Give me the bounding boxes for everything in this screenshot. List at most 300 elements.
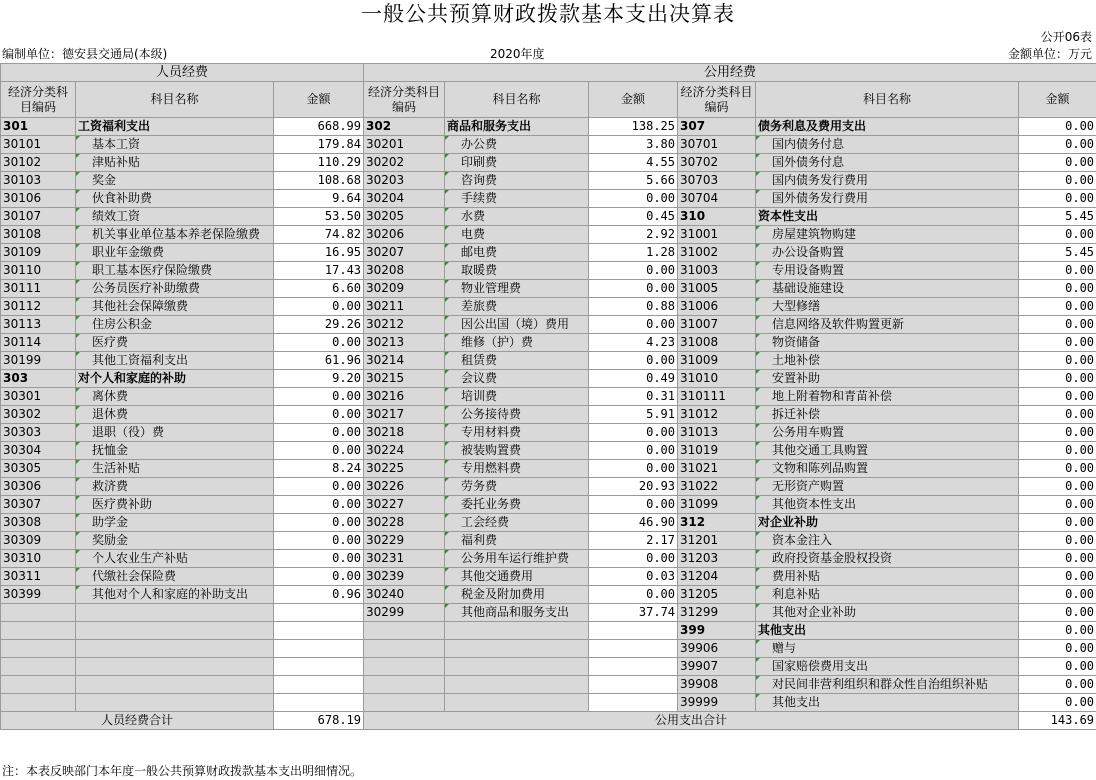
cell-code: 30227 xyxy=(364,496,445,514)
table-row xyxy=(1,406,1096,424)
cell-name: 大型修缮 xyxy=(756,298,1019,316)
personnel-total-amount: 678.19 xyxy=(274,712,364,730)
cell-name: 资本金注入 xyxy=(756,532,1019,550)
cell-amount: 0.00 xyxy=(274,334,364,352)
cell-amount: 46.90 xyxy=(589,514,678,532)
cell-name: 国外债务发行费用 xyxy=(756,190,1019,208)
cell-amount: 0.00 xyxy=(589,442,678,460)
table-row xyxy=(1,208,1096,226)
cell-amount: 0.96 xyxy=(274,586,364,604)
cell-code: 30305 xyxy=(1,460,76,478)
cell-amount: 53.50 xyxy=(274,208,364,226)
cell-code: 31021 xyxy=(678,460,756,478)
cell-code: 39908 xyxy=(678,676,756,694)
table-row xyxy=(1,514,1096,532)
cell-amount: 61.96 xyxy=(274,352,364,370)
cell-amount xyxy=(589,640,678,658)
cell-code xyxy=(364,658,445,676)
cell-name: 抚恤金 xyxy=(76,442,274,460)
cell-name: 税金及附加费用 xyxy=(445,586,589,604)
cell-amount xyxy=(589,622,678,640)
cell-amount: 20.93 xyxy=(589,478,678,496)
cell-name: 文物和陈列品购置 xyxy=(756,460,1019,478)
cell-amount: 0.00 xyxy=(1019,262,1096,280)
cell-code: 302 xyxy=(364,118,445,136)
cell-code: 30306 xyxy=(1,478,76,496)
cell-code: 30308 xyxy=(1,514,76,532)
cell-amount: 0.00 xyxy=(1019,334,1096,352)
cell-amount xyxy=(589,676,678,694)
cell-amount: 0.00 xyxy=(1019,676,1096,694)
cell-amount: 0.49 xyxy=(589,370,678,388)
cell-name xyxy=(445,694,589,712)
cell-amount: 0.00 xyxy=(274,298,364,316)
cell-name: 赠与 xyxy=(756,640,1019,658)
cell-amount: 0.00 xyxy=(1019,226,1096,244)
cell-code: 30399 xyxy=(1,586,76,604)
cell-amount: 0.00 xyxy=(1019,514,1096,532)
cell-name: 其他社会保障缴费 xyxy=(76,298,274,316)
cell-amount: 179.84 xyxy=(274,136,364,154)
cell-name: 取暖费 xyxy=(445,262,589,280)
cell-amount: 0.00 xyxy=(1019,658,1096,676)
cell-code: 30110 xyxy=(1,262,76,280)
header-name: 科目名称 xyxy=(756,82,1019,118)
cell-code xyxy=(1,658,76,676)
cell-amount: 3.80 xyxy=(589,136,678,154)
table-row xyxy=(1,532,1096,550)
cell-name: 对企业补助 xyxy=(756,514,1019,532)
cell-amount: 0.00 xyxy=(1019,316,1096,334)
cell-name: 机关事业单位基本养老保险缴费 xyxy=(76,226,274,244)
cell-code: 312 xyxy=(678,514,756,532)
section-personnel: 人员经费 xyxy=(1,64,364,82)
table-row xyxy=(1,154,1096,172)
cell-name: 其他对个人和家庭的补助支出 xyxy=(76,586,274,604)
cell-name xyxy=(445,622,589,640)
cell-amount: 29.26 xyxy=(274,316,364,334)
cell-name: 个人农业生产补贴 xyxy=(76,550,274,568)
cell-amount: 5.45 xyxy=(1019,208,1096,226)
cell-amount xyxy=(274,694,364,712)
cell-code: 30111 xyxy=(1,280,76,298)
cell-name: 对个人和家庭的补助 xyxy=(76,370,274,388)
cell-name: 差旅费 xyxy=(445,298,589,316)
table-row xyxy=(1,586,1096,604)
cell-amount: 0.00 xyxy=(1019,154,1096,172)
cell-code: 31010 xyxy=(678,370,756,388)
table-row xyxy=(1,604,1096,622)
cell-code: 30239 xyxy=(364,568,445,586)
cell-name: 商品和服务支出 xyxy=(445,118,589,136)
cell-code: 30225 xyxy=(364,460,445,478)
cell-name: 伙食补助费 xyxy=(76,190,274,208)
cell-code: 30204 xyxy=(364,190,445,208)
amount-unit: 金额单位：万元 xyxy=(1007,47,1092,61)
cell-amount: 37.74 xyxy=(589,604,678,622)
cell-name: 其他资本性支出 xyxy=(756,496,1019,514)
section-public: 公用经费 xyxy=(364,64,1096,82)
cell-name: 工资福利支出 xyxy=(76,118,274,136)
cell-code: 30309 xyxy=(1,532,76,550)
cell-code: 30113 xyxy=(1,316,76,334)
cell-amount: 74.82 xyxy=(274,226,364,244)
cell-amount: 0.00 xyxy=(274,478,364,496)
cell-amount: 0.00 xyxy=(274,442,364,460)
header-code: 经济分类科目编码 xyxy=(1,82,76,118)
cell-amount: 0.31 xyxy=(589,388,678,406)
cell-amount: 0.00 xyxy=(1019,388,1096,406)
cell-amount: 0.00 xyxy=(589,424,678,442)
cell-code: 30107 xyxy=(1,208,76,226)
header-amount: 金额 xyxy=(274,82,364,118)
table-row xyxy=(1,118,1096,136)
cell-name: 国外债务付息 xyxy=(756,154,1019,172)
cell-amount: 0.00 xyxy=(589,280,678,298)
cell-code: 31099 xyxy=(678,496,756,514)
cell-amount: 8.24 xyxy=(274,460,364,478)
cell-code: 31005 xyxy=(678,280,756,298)
header-name: 科目名称 xyxy=(76,82,274,118)
cell-name: 办公费 xyxy=(445,136,589,154)
cell-code: 303 xyxy=(1,370,76,388)
cell-name: 公务用车购置 xyxy=(756,424,1019,442)
cell-code: 30206 xyxy=(364,226,445,244)
cell-name: 医疗费 xyxy=(76,334,274,352)
cell-code: 30199 xyxy=(1,352,76,370)
cell-name: 其他支出 xyxy=(756,622,1019,640)
cell-name xyxy=(76,622,274,640)
cell-code: 30213 xyxy=(364,334,445,352)
cell-amount: 0.03 xyxy=(589,568,678,586)
cell-name xyxy=(445,658,589,676)
cell-name: 劳务费 xyxy=(445,478,589,496)
cell-name: 水费 xyxy=(445,208,589,226)
cell-amount: 0.00 xyxy=(1019,370,1096,388)
cell-name: 职工基本医疗保险缴费 xyxy=(76,262,274,280)
cell-code: 31003 xyxy=(678,262,756,280)
table-row xyxy=(1,442,1096,460)
cell-code: 30704 xyxy=(678,190,756,208)
cell-code: 30224 xyxy=(364,442,445,460)
cell-name xyxy=(445,640,589,658)
cell-code: 307 xyxy=(678,118,756,136)
table-row xyxy=(1,262,1096,280)
report-title: 一般公共预算财政拨款基本支出决算表 xyxy=(361,2,735,26)
table-row xyxy=(1,388,1096,406)
cell-code xyxy=(364,676,445,694)
cell-code: 30114 xyxy=(1,334,76,352)
cell-name: 代缴社会保险费 xyxy=(76,568,274,586)
cell-code xyxy=(1,622,76,640)
cell-amount: 0.88 xyxy=(589,298,678,316)
cell-amount xyxy=(589,694,678,712)
cell-code: 30301 xyxy=(1,388,76,406)
expenditure-table xyxy=(0,63,1096,730)
cell-amount: 0.45 xyxy=(589,208,678,226)
cell-code: 310111 xyxy=(678,388,756,406)
cell-code: 30102 xyxy=(1,154,76,172)
cell-amount: 0.00 xyxy=(1019,604,1096,622)
cell-amount: 0.00 xyxy=(589,586,678,604)
cell-name: 救济费 xyxy=(76,478,274,496)
cell-amount: 0.00 xyxy=(1019,172,1096,190)
cell-amount: 0.00 xyxy=(274,514,364,532)
cell-name: 无形资产购置 xyxy=(756,478,1019,496)
cell-code: 31012 xyxy=(678,406,756,424)
cell-name: 对民间非营利组织和群众性自治组织补贴 xyxy=(756,676,1019,694)
cell-name: 生活补贴 xyxy=(76,460,274,478)
cell-amount: 0.00 xyxy=(274,388,364,406)
cell-name: 办公设备购置 xyxy=(756,244,1019,262)
cell-amount: 1.28 xyxy=(589,244,678,262)
table-row xyxy=(1,136,1096,154)
cell-name: 公务员医疗补助缴费 xyxy=(76,280,274,298)
cell-amount xyxy=(274,640,364,658)
fiscal-year: 2020年度 xyxy=(490,47,545,61)
cell-name: 会议费 xyxy=(445,370,589,388)
cell-name: 绩效工资 xyxy=(76,208,274,226)
cell-name: 公务用车运行维护费 xyxy=(445,550,589,568)
cell-name xyxy=(76,658,274,676)
cell-code: 30231 xyxy=(364,550,445,568)
cell-amount: 0.00 xyxy=(1019,424,1096,442)
cell-code: 30103 xyxy=(1,172,76,190)
cell-amount: 0.00 xyxy=(274,550,364,568)
cell-amount: 0.00 xyxy=(589,460,678,478)
cell-amount: 9.20 xyxy=(274,370,364,388)
table-row xyxy=(1,460,1096,478)
cell-code: 30701 xyxy=(678,136,756,154)
cell-name: 奖金 xyxy=(76,172,274,190)
table-row xyxy=(1,676,1096,694)
cell-name xyxy=(76,694,274,712)
cell-code: 31019 xyxy=(678,442,756,460)
cell-amount: 17.43 xyxy=(274,262,364,280)
cell-amount: 668.99 xyxy=(274,118,364,136)
cell-code xyxy=(364,694,445,712)
table-row xyxy=(1,352,1096,370)
cell-amount: 0.00 xyxy=(589,352,678,370)
cell-name: 资本性支出 xyxy=(756,208,1019,226)
table-row xyxy=(1,280,1096,298)
cell-name: 其他支出 xyxy=(756,694,1019,712)
cell-amount: 5.91 xyxy=(589,406,678,424)
cell-code: 30229 xyxy=(364,532,445,550)
cell-name: 拆迁补偿 xyxy=(756,406,1019,424)
cell-name: 专用设备购置 xyxy=(756,262,1019,280)
cell-name: 物业管理费 xyxy=(445,280,589,298)
cell-amount: 4.23 xyxy=(589,334,678,352)
table-row xyxy=(1,334,1096,352)
cell-name: 专用燃料费 xyxy=(445,460,589,478)
cell-amount: 0.00 xyxy=(274,496,364,514)
header-code: 经济分类科目编码 xyxy=(678,82,756,118)
cell-amount: 6.60 xyxy=(274,280,364,298)
cell-name: 国家赔偿费用支出 xyxy=(756,658,1019,676)
cell-code: 30203 xyxy=(364,172,445,190)
cell-name: 国内债务发行费用 xyxy=(756,172,1019,190)
cell-code: 30307 xyxy=(1,496,76,514)
cell-name: 安置补助 xyxy=(756,370,1019,388)
cell-amount: 4.55 xyxy=(589,154,678,172)
cell-code: 30112 xyxy=(1,298,76,316)
cell-amount: 0.00 xyxy=(1019,586,1096,604)
table-row xyxy=(1,424,1096,442)
cell-name: 国内债务付息 xyxy=(756,136,1019,154)
cell-code xyxy=(1,640,76,658)
cell-code: 30207 xyxy=(364,244,445,262)
cell-name: 工会经费 xyxy=(445,514,589,532)
cell-code: 31008 xyxy=(678,334,756,352)
cell-amount: 0.00 xyxy=(1019,406,1096,424)
cell-code: 31007 xyxy=(678,316,756,334)
cell-name: 地上附着物和青苗补偿 xyxy=(756,388,1019,406)
cell-name xyxy=(76,676,274,694)
cell-name: 医疗费补助 xyxy=(76,496,274,514)
table-row xyxy=(1,640,1096,658)
cell-code: 31001 xyxy=(678,226,756,244)
cell-code: 31022 xyxy=(678,478,756,496)
cell-code: 30212 xyxy=(364,316,445,334)
cell-name: 电费 xyxy=(445,226,589,244)
cell-code: 310 xyxy=(678,208,756,226)
cell-code: 39907 xyxy=(678,658,756,676)
cell-amount xyxy=(274,622,364,640)
cell-name: 退休费 xyxy=(76,406,274,424)
cell-amount: 0.00 xyxy=(1019,190,1096,208)
cell-code: 31299 xyxy=(678,604,756,622)
cell-name: 其他商品和服务支出 xyxy=(445,604,589,622)
cell-name: 培训费 xyxy=(445,388,589,406)
cell-name: 维修（护）费 xyxy=(445,334,589,352)
table-row xyxy=(1,568,1096,586)
header-name: 科目名称 xyxy=(445,82,589,118)
footnote: 注：本表反映部门本年度一般公共预算财政拨款基本支出明细情况。 xyxy=(2,764,363,778)
cell-name: 咨询费 xyxy=(445,172,589,190)
cell-amount: 0.00 xyxy=(1019,694,1096,712)
cell-amount: 0.00 xyxy=(1019,460,1096,478)
cell-name: 被装购置费 xyxy=(445,442,589,460)
cell-code: 30217 xyxy=(364,406,445,424)
cell-name: 债务利息及费用支出 xyxy=(756,118,1019,136)
cell-amount: 0.00 xyxy=(274,568,364,586)
cell-amount: 5.66 xyxy=(589,172,678,190)
cell-code: 301 xyxy=(1,118,76,136)
cell-amount: 0.00 xyxy=(1019,478,1096,496)
compiling-unit: 编制单位：德安县交通局(本级) xyxy=(2,47,168,61)
cell-amount: 0.00 xyxy=(1019,136,1096,154)
table-row xyxy=(1,370,1096,388)
cell-name xyxy=(76,640,274,658)
cell-code: 30108 xyxy=(1,226,76,244)
table-row xyxy=(1,478,1096,496)
table-row xyxy=(1,172,1096,190)
cell-code: 30215 xyxy=(364,370,445,388)
cell-code: 30304 xyxy=(1,442,76,460)
cell-amount: 0.00 xyxy=(274,424,364,442)
cell-amount: 0.00 xyxy=(1019,118,1096,136)
cell-code: 39906 xyxy=(678,640,756,658)
cell-code: 31009 xyxy=(678,352,756,370)
header-amount: 金额 xyxy=(1019,82,1096,118)
cell-amount: 0.00 xyxy=(589,550,678,568)
cell-amount xyxy=(589,658,678,676)
cell-amount: 0.00 xyxy=(589,496,678,514)
cell-code: 399 xyxy=(678,622,756,640)
cell-code: 30702 xyxy=(678,154,756,172)
cell-amount: 138.25 xyxy=(589,118,678,136)
table-row xyxy=(1,550,1096,568)
cell-amount: 108.68 xyxy=(274,172,364,190)
cell-code: 30106 xyxy=(1,190,76,208)
cell-name: 手续费 xyxy=(445,190,589,208)
cell-name: 住房公积金 xyxy=(76,316,274,334)
table-row xyxy=(1,622,1096,640)
cell-name: 其他对企业补助 xyxy=(756,604,1019,622)
cell-name: 离休费 xyxy=(76,388,274,406)
cell-amount: 0.00 xyxy=(1019,352,1096,370)
cell-amount: 0.00 xyxy=(1019,568,1096,586)
cell-code: 39999 xyxy=(678,694,756,712)
cell-name xyxy=(76,604,274,622)
table-row xyxy=(1,244,1096,262)
cell-amount: 2.92 xyxy=(589,226,678,244)
cell-name: 信息网络及软件购置更新 xyxy=(756,316,1019,334)
cell-code: 31205 xyxy=(678,586,756,604)
cell-amount: 0.00 xyxy=(589,316,678,334)
cell-code: 30201 xyxy=(364,136,445,154)
cell-amount: 0.00 xyxy=(274,532,364,550)
cell-code: 30101 xyxy=(1,136,76,154)
cell-amount: 0.00 xyxy=(1019,532,1096,550)
cell-code: 30310 xyxy=(1,550,76,568)
cell-code xyxy=(364,640,445,658)
cell-name xyxy=(445,676,589,694)
cell-amount: 0.00 xyxy=(1019,550,1096,568)
cell-code: 30218 xyxy=(364,424,445,442)
cell-name: 费用补贴 xyxy=(756,568,1019,586)
cell-code: 30703 xyxy=(678,172,756,190)
cell-code xyxy=(1,694,76,712)
cell-name: 租赁费 xyxy=(445,352,589,370)
cell-name: 物资储备 xyxy=(756,334,1019,352)
public-total-label: 公用支出合计 xyxy=(364,712,1019,730)
cell-name: 基本工资 xyxy=(76,136,274,154)
cell-name: 利息补贴 xyxy=(756,586,1019,604)
cell-code: 30228 xyxy=(364,514,445,532)
cell-name: 其他交通费用 xyxy=(445,568,589,586)
cell-code: 30202 xyxy=(364,154,445,172)
cell-amount: 0.00 xyxy=(1019,496,1096,514)
table-row xyxy=(1,316,1096,334)
cell-code: 30302 xyxy=(1,406,76,424)
cell-code: 31201 xyxy=(678,532,756,550)
cell-amount: 5.45 xyxy=(1019,244,1096,262)
cell-amount xyxy=(274,658,364,676)
cell-code: 30209 xyxy=(364,280,445,298)
table-row xyxy=(1,694,1096,712)
cell-amount: 0.00 xyxy=(589,190,678,208)
cell-code xyxy=(1,604,76,622)
cell-amount xyxy=(274,604,364,622)
cell-name: 房屋建筑物购建 xyxy=(756,226,1019,244)
table-row xyxy=(1,190,1096,208)
cell-name: 委托业务费 xyxy=(445,496,589,514)
header-amount: 金额 xyxy=(589,82,678,118)
cell-amount: 0.00 xyxy=(589,262,678,280)
cell-code: 31002 xyxy=(678,244,756,262)
